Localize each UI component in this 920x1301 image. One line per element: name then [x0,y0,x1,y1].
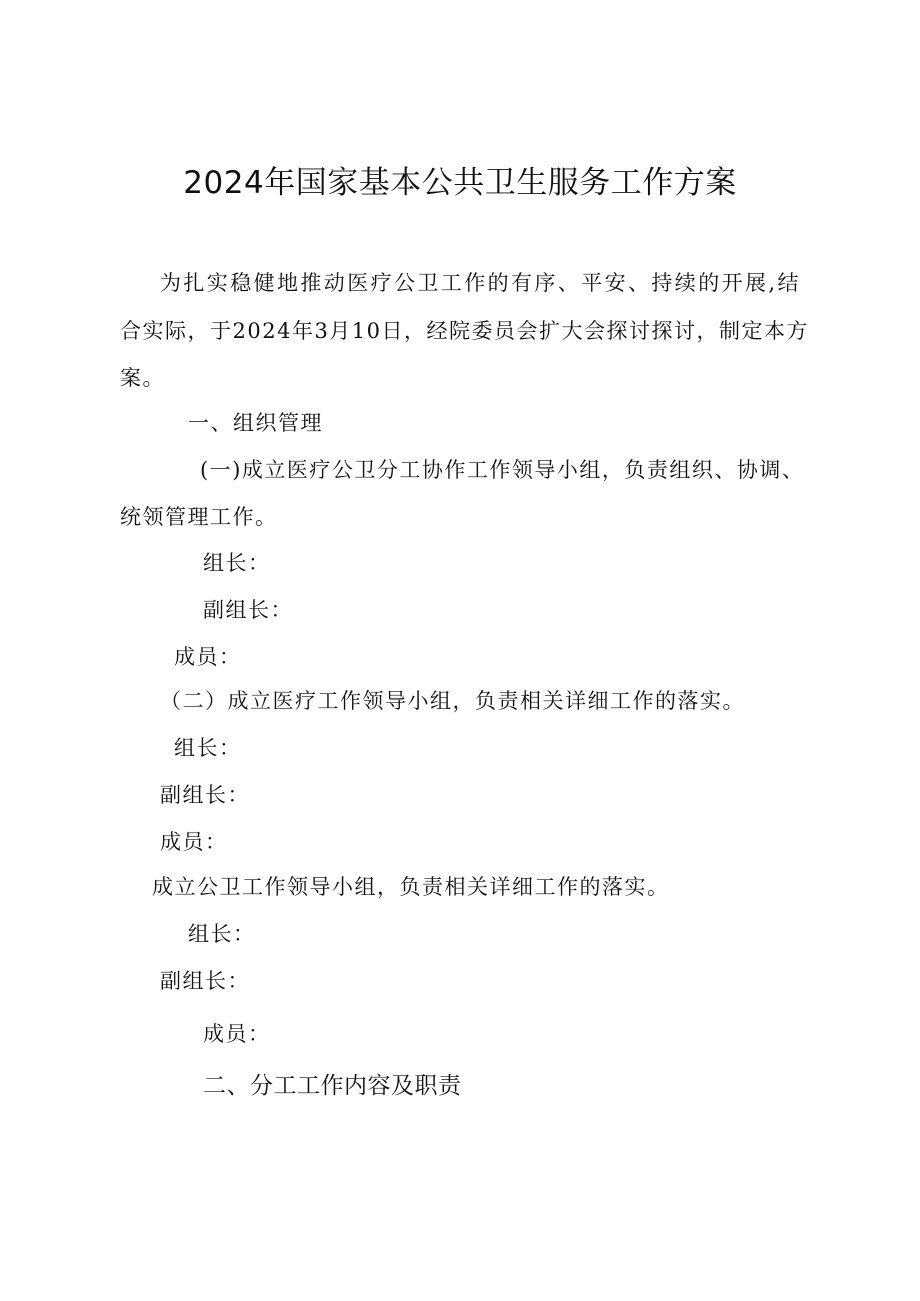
subsection2-line: （二）成立医疗工作领导小组，负责相关详细工作的落实。 [160,689,745,713]
subsection3-line: 成立公卫工作领导小组，负责相关详细工作的落实。 [152,875,670,899]
subsection3-members-label: 成员： [203,1022,271,1046]
subsection1-leader-label: 组长： [203,551,271,575]
subsection2-leader-label: 组长： [174,736,242,760]
section1-heading: 一、组织管理 [188,411,323,435]
subsection3-deputy-label: 副组长： [160,969,250,993]
subsection1-line-1: (一)成立医疗公卫分工协作工作领导小组，负责组织、协调、 [200,458,805,482]
subsection2-members-label: 成员： [160,830,228,854]
subsection1-line-2: 统领管理工作。 [120,505,278,529]
subsection1-deputy-label: 副组长： [203,598,293,622]
intro-paragraph-line-2: 合实际，于2024年3月10日，经院委员会扩大会探讨探讨，制定本方 [120,319,810,343]
intro-paragraph-line-3: 案。 [120,366,165,390]
subsection2-deputy-label: 副组长： [160,783,250,807]
subsection3-leader-label: 组长： [188,922,256,946]
intro-paragraph-line-1: 为扎实稳健地推动医疗公卫工作的有序、平安、持续的开展,结 [160,271,800,295]
subsection1-members-label: 成员： [174,645,242,669]
section2-heading: 二、分工工作内容及职责 [203,1073,462,1099]
document-title: 2024年国家基本公共卫生服务工作方案 [183,165,737,201]
